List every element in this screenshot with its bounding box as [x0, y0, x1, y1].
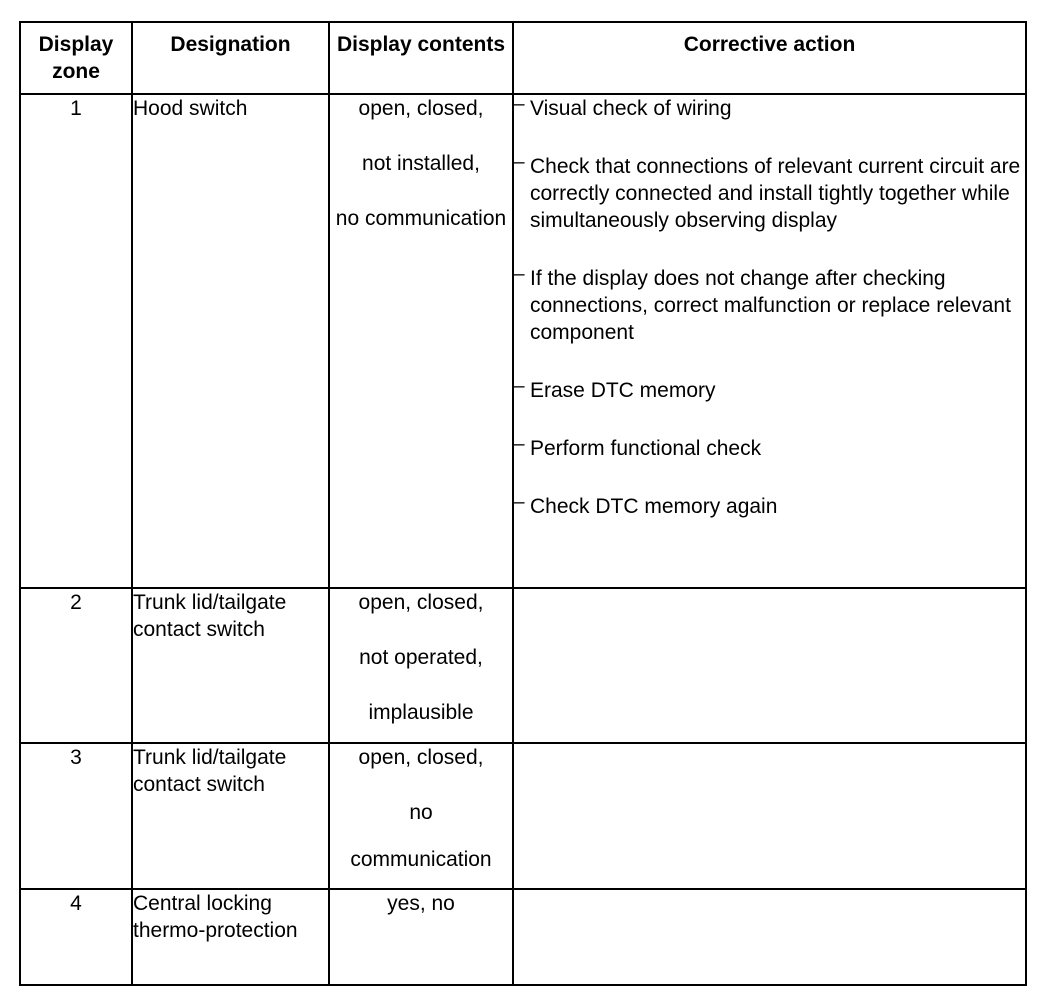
- display-contents-cell: [329, 889, 513, 985]
- display-content-line: not operated,: [359, 646, 483, 669]
- table-row: [20, 588, 1026, 743]
- designation-cell: Trunk lid/tailgate contact switch: [132, 588, 329, 743]
- dash-bullet: –: [514, 434, 525, 455]
- display-zone-cell: 3: [20, 743, 132, 889]
- display-zone-cell: 1: [20, 94, 132, 588]
- table-row: [20, 743, 1026, 889]
- corrective-action-list: [514, 95, 1025, 520]
- display-content-line: open, closed,: [358, 97, 484, 120]
- dash-bullet: –: [514, 492, 525, 513]
- corrective-action-text: Check that connections of relevant current circuit are correctly connected and install tightly together while simultaneously observing display: [530, 155, 1021, 232]
- corrective-action-text: Erase DTC memory: [530, 379, 716, 402]
- display-zone-cell: 2: [20, 588, 132, 743]
- dash-bullet: –: [514, 376, 525, 397]
- corrective-action-text: Perform functional check: [530, 437, 762, 460]
- display-contents-cell: [329, 743, 513, 889]
- corrective-action-cell: [513, 94, 1026, 588]
- corrective-action-item: [514, 153, 1025, 234]
- display-content-line: not installed,: [362, 152, 480, 175]
- display-content-line: open, closed,: [358, 591, 484, 614]
- display-content-line: communication: [350, 848, 492, 871]
- table-row: [20, 889, 1026, 985]
- display-content-line: no communication: [335, 207, 507, 230]
- corrective-action-item: [514, 95, 1025, 122]
- designation-cell: Trunk lid/tailgate contact switch: [132, 743, 329, 889]
- corrective-action-text: If the display does not change after checking connections, correct malfunction or replace relevant component: [530, 267, 1011, 344]
- display-zone-cell: 4: [20, 889, 132, 985]
- corrective-action-cell: [513, 889, 1026, 985]
- display-contents-cell: [329, 588, 513, 743]
- corrective-action-text: Check DTC memory again: [530, 495, 778, 518]
- corrective-action-item: [514, 377, 1025, 404]
- display-content-line: implausible: [368, 701, 474, 724]
- display-contents-cell: [329, 94, 513, 588]
- dash-bullet: –: [514, 264, 525, 285]
- corrective-action-cell: [513, 743, 1026, 889]
- header-corrective-action: Corrective action: [513, 22, 1026, 94]
- corrective-action-item: [514, 435, 1025, 462]
- diagnostic-table: [19, 21, 1027, 986]
- display-content-line: yes, no: [387, 892, 455, 915]
- designation-cell: Hood switch: [132, 94, 329, 588]
- table-row: [20, 94, 1026, 588]
- display-content-line: open, closed,: [358, 746, 484, 769]
- dash-bullet: –: [514, 152, 525, 173]
- table-header-row: [20, 22, 1026, 94]
- corrective-action-item: [514, 493, 1025, 520]
- dash-bullet: –: [514, 94, 525, 115]
- designation-cell: Central locking thermo-protection: [132, 889, 329, 985]
- header-display-zone: Display zone: [20, 22, 132, 94]
- header-display-contents: Display contents: [329, 22, 513, 94]
- header-designation: Designation: [132, 22, 329, 94]
- corrective-action-text: Visual check of wiring: [530, 97, 732, 120]
- corrective-action-cell: [513, 588, 1026, 743]
- display-content-line: no: [409, 801, 433, 824]
- corrective-action-item: [514, 265, 1025, 346]
